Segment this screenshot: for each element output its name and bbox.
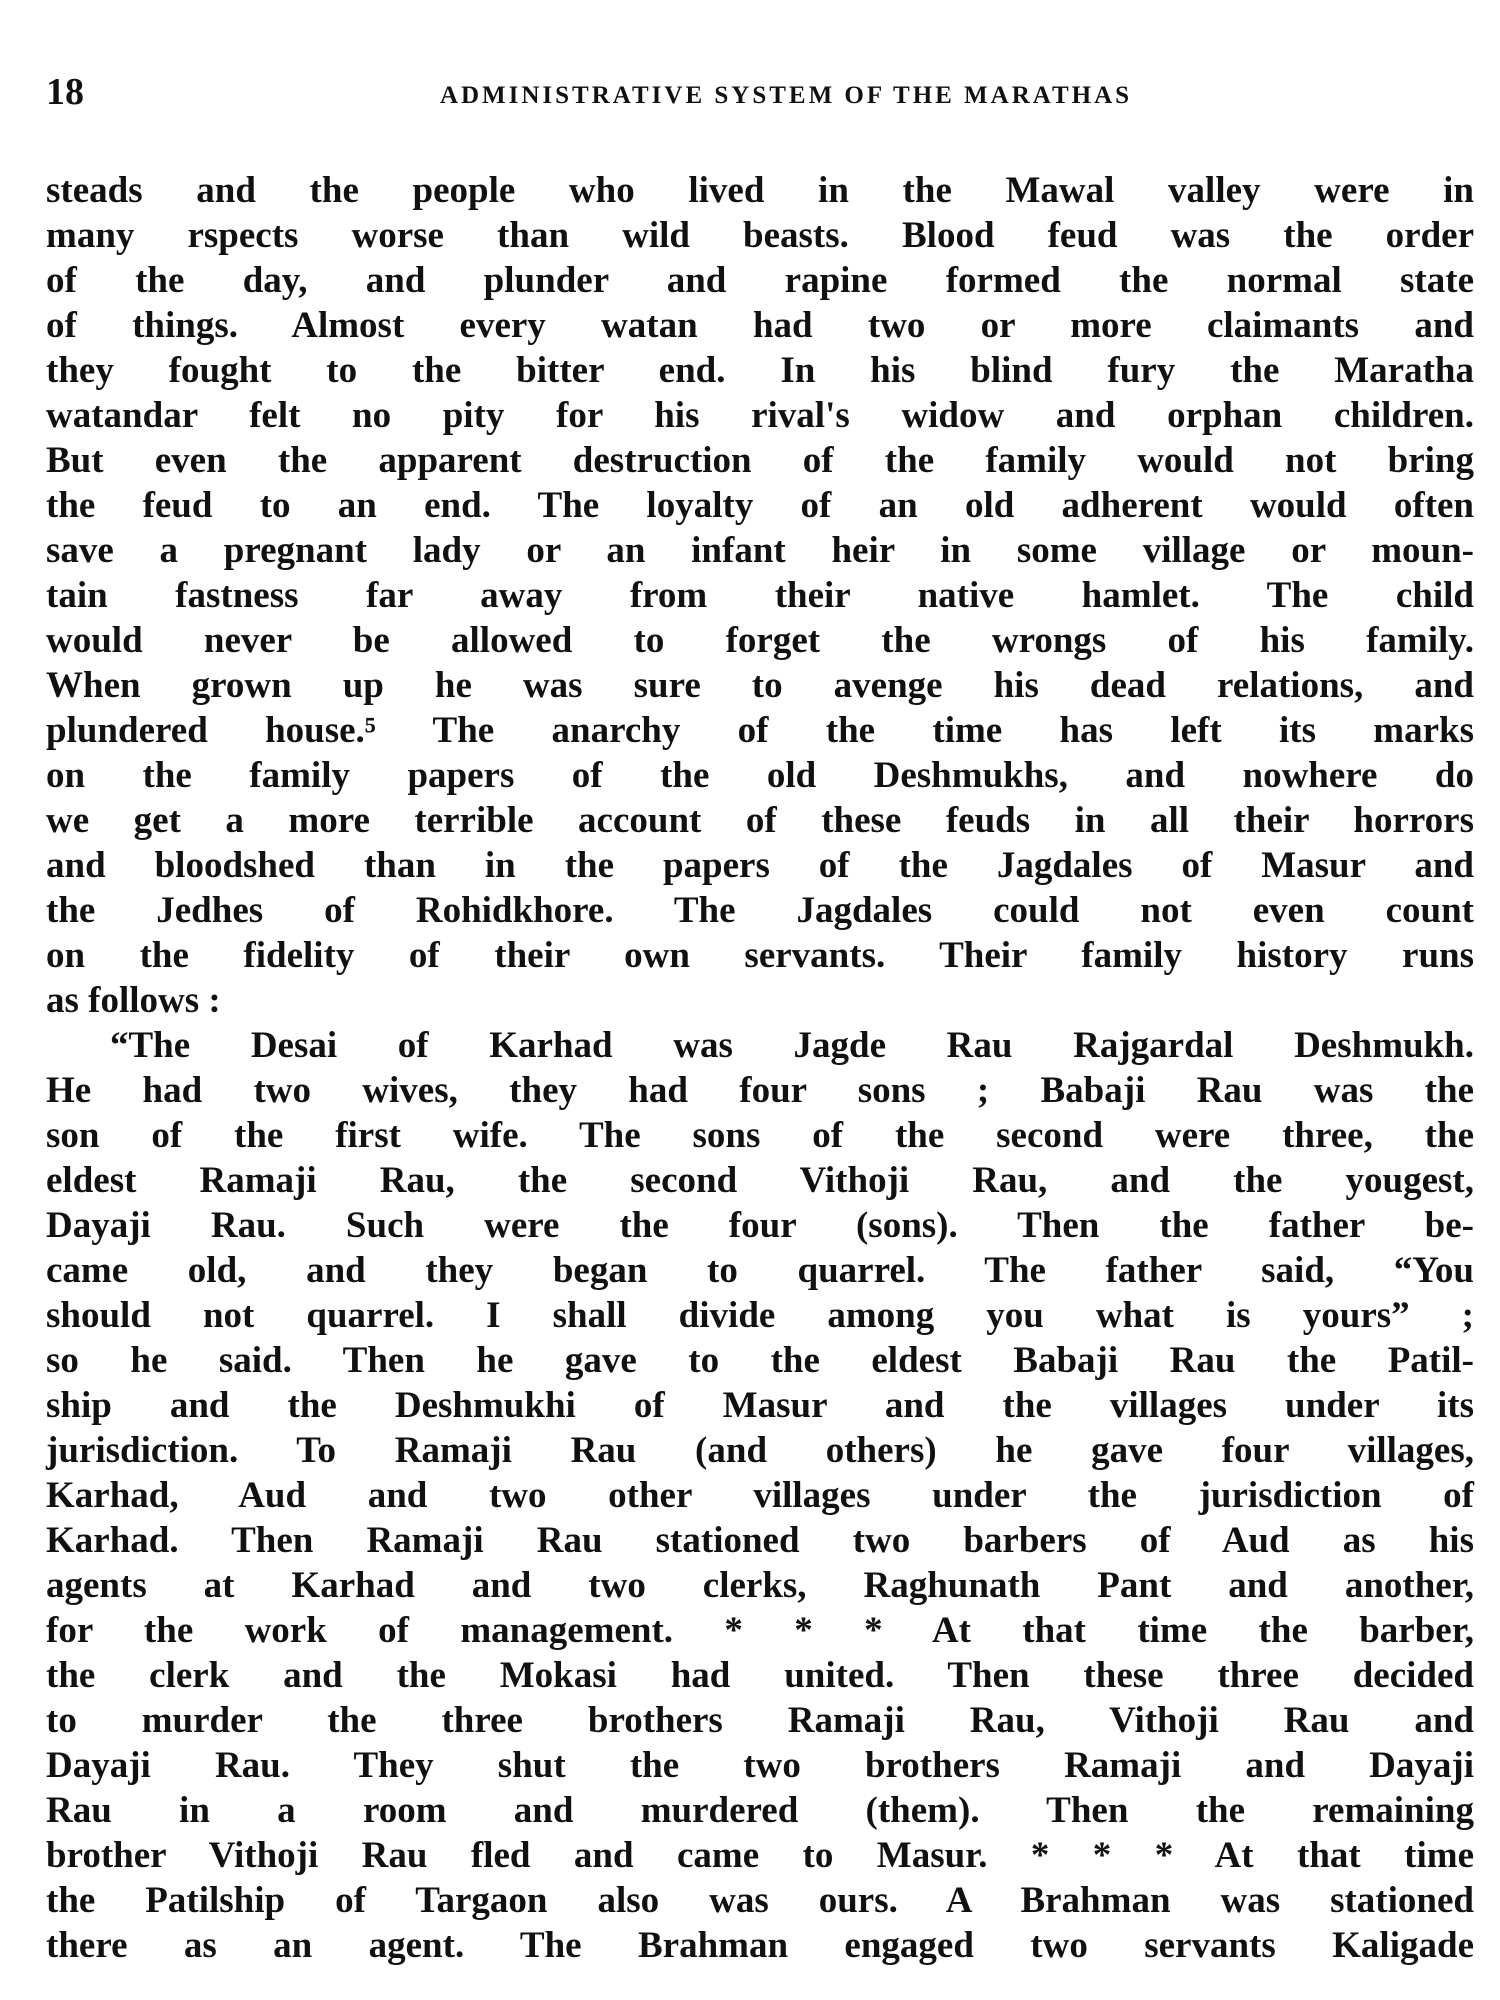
text-line: watandar felt no pity for his rival's widow and orphan children. bbox=[46, 395, 1474, 436]
text-line: would never be allowed to forget the wrongs of his family. bbox=[46, 620, 1474, 661]
text-line: ship and the Deshmukhi of Masur and the villages under its bbox=[46, 1385, 1474, 1426]
text-line: the feud to an end. The loyalty of an old adherent would often bbox=[46, 485, 1474, 526]
text-line: to murder the three brothers Ramaji Rau, Vithoji Rau and bbox=[46, 1700, 1474, 1741]
text-line: Rau in a room and murdered (them). Then the remaining bbox=[46, 1790, 1474, 1831]
text-line: they fought to the bitter end. In his blind fury the Maratha bbox=[46, 350, 1474, 391]
text-line: “The Desai of Karhad was Jagde Rau Rajgardal Deshmukh. bbox=[110, 1025, 1474, 1066]
text-line: on the family papers of the old Deshmukhs, and nowhere do bbox=[46, 755, 1474, 796]
text-line: Karhad, Aud and two other villages under the jurisdiction of bbox=[46, 1475, 1474, 1516]
text-line: save a pregnant lady or an infant heir in some village or moun- bbox=[46, 530, 1474, 571]
body-text bbox=[46, 168, 1474, 1968]
text-line: many rspects worse than wild beasts. Blood feud was the order bbox=[46, 215, 1474, 256]
text-line: for the work of management. * * * At that time the barber, bbox=[46, 1610, 1474, 1651]
text-line: jurisdiction. To Ramaji Rau (and others) he gave four villages, bbox=[46, 1430, 1474, 1471]
text-line: Dayaji Rau. Such were the four (sons). Then the father be- bbox=[46, 1205, 1474, 1246]
text-line: He had two wives, they had four sons ; Babaji Rau was the bbox=[46, 1070, 1474, 1111]
page-number: 18 bbox=[46, 71, 84, 113]
text-line: son of the first wife. The sons of the second were three, the bbox=[46, 1115, 1474, 1156]
text-line: so he said. Then he gave to the eldest Babaji Rau the Patil- bbox=[46, 1340, 1474, 1381]
text-line: as follows : bbox=[46, 980, 221, 1021]
text-line: on the fidelity of their own servants. Their family history runs bbox=[46, 935, 1474, 976]
text-line: But even the apparent destruction of the family would not bring bbox=[46, 440, 1474, 481]
text-line: came old, and they began to quarrel. The father said, “You bbox=[46, 1250, 1474, 1291]
page-header bbox=[46, 70, 1474, 120]
text-line: When grown up he was sure to avenge his dead relations, and bbox=[46, 665, 1474, 706]
text-line: eldest Ramaji Rau, the second Vithoji Rau, and the yougest, bbox=[46, 1160, 1474, 1201]
text-line: there as an agent. The Brahman engaged two servants Kaligade bbox=[46, 1925, 1474, 1966]
text-line: Dayaji Rau. They shut the two brothers Ramaji and Dayaji bbox=[46, 1745, 1474, 1786]
text-line: and bloodshed than in the papers of the Jagdales of Masur and bbox=[46, 845, 1474, 886]
text-line: of the day, and plunder and rapine formed the normal state bbox=[46, 260, 1474, 301]
running-title: ADMINISTRATIVE SYSTEM OF THE MARATHAS bbox=[439, 82, 1133, 109]
text-line: steads and the people who lived in the Mawal valley were in bbox=[46, 170, 1474, 211]
text-line: Karhad. Then Ramaji Rau stationed two barbers of Aud as his bbox=[46, 1520, 1474, 1561]
text-line: we get a more terrible account of these feuds in all their horrors bbox=[46, 800, 1474, 841]
text-line: plundered house.⁵ The anarchy of the time has left its marks bbox=[46, 710, 1474, 751]
text-line: the Jedhes of Rohidkhore. The Jagdales could not even count bbox=[46, 890, 1474, 931]
text-line: brother Vithoji Rau fled and came to Masur. * * * At that time bbox=[46, 1835, 1474, 1876]
text-line: tain fastness far away from their native hamlet. The child bbox=[46, 575, 1474, 616]
text-line: agents at Karhad and two clerks, Raghunath Pant and another, bbox=[46, 1565, 1474, 1606]
text-line: of things. Almost every watan had two or more claimants and bbox=[46, 305, 1474, 346]
text-line: the Patilship of Targaon also was ours. A Brahman was stationed bbox=[46, 1880, 1474, 1921]
text-line: the clerk and the Mokasi had united. Then these three decided bbox=[46, 1655, 1474, 1696]
text-line: should not quarrel. I shall divide among you what is yours” ; bbox=[46, 1295, 1474, 1336]
